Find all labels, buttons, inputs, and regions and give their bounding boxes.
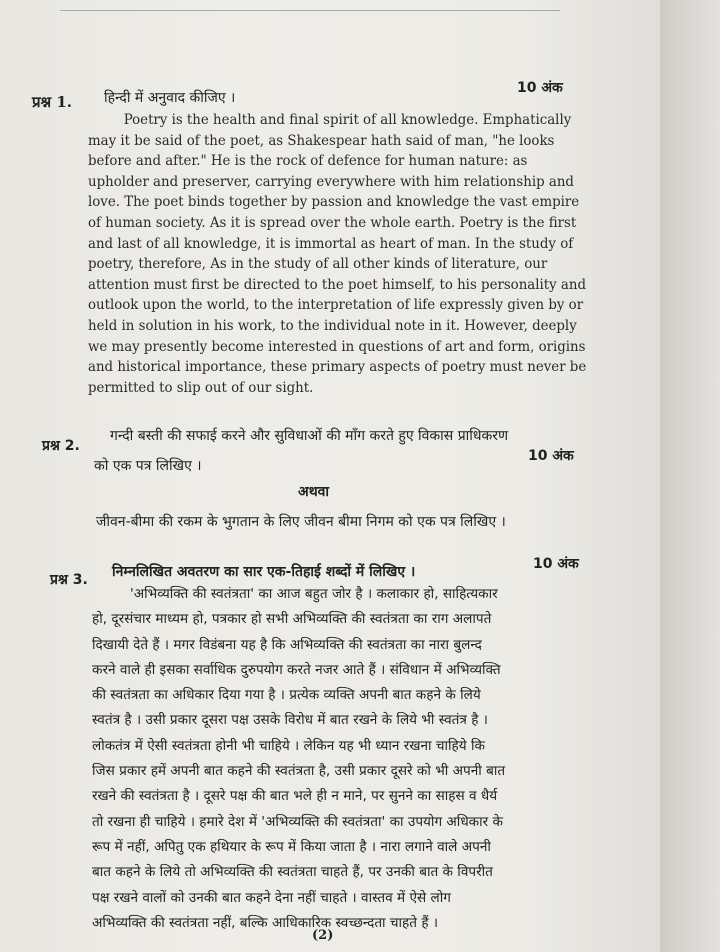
q1-line: before and after." He is the rock of defence for human nature: as bbox=[88, 153, 528, 170]
q1-line: and last of all knowledge, it is immortal as heart of man. In the study of bbox=[88, 235, 574, 252]
q2-alternative: जीवन-बीमा की रकम के भुगतान के लिए जीवन बीमा निगम को एक पत्र लिखिए । bbox=[96, 514, 506, 530]
top-rule bbox=[60, 10, 560, 11]
q3-line: रूप में नहीं, अपितु एक हथियार के रूप में किया जाता है । नारा लगाने वाले अपनी bbox=[92, 838, 491, 855]
q1-line: held in solution in his work, to the individual note in it. However, deeply bbox=[88, 317, 577, 334]
q2-line-1: गन्दी बस्ती की सफाई करने और सुविधाओं की माँग करते हुए विकास प्राधिकरण bbox=[110, 428, 509, 444]
q3-title: निम्नलिखित अवतरण का सार एक-तिहाई शब्दों में लिखिए । bbox=[112, 564, 416, 580]
q3-line: की स्वतंत्रता का अधिकार दिया गया है । प्रत्येक व्यक्ति अपनी बात कहने के लिये bbox=[92, 687, 481, 704]
q3-line: अभिव्यक्ति की स्वतंत्रता नहीं, बल्कि आधिकारिक स्वच्छन्दता चाहते हैं । bbox=[92, 914, 439, 931]
q1-line: permitted to slip out of our sight. bbox=[88, 379, 314, 396]
q3-line: करने वाले ही इसका सर्वाधिक दुरुपयोग करते नजर आते हैं । संविधान में अभिव्यक्ति bbox=[92, 661, 501, 678]
q1-line: upholder and preserver, carrying everywhere with him relationship and bbox=[88, 173, 574, 190]
q1-line: Poetry is the health and final spirit of all knowledge. Emphatically bbox=[123, 112, 572, 128]
q1-title: हिन्दी में अनुवाद कीजिए । bbox=[104, 90, 236, 106]
q1-number: प्रश्न 1. bbox=[32, 93, 73, 111]
q2-line-2: को एक पत्र लिखिए । bbox=[94, 458, 202, 474]
q3-line: 'अभिव्यक्ति की स्वतंत्रता' का आज बहुत जोर है । कलाकार हो, साहित्यकार bbox=[130, 586, 498, 602]
q1-passage bbox=[88, 110, 587, 398]
q1-line: and historical importance, these primary aspects of poetry must never be bbox=[88, 359, 587, 376]
q3-line: हो, दूरसंचार माध्यम हो, पत्रकार हो सभी अभिव्यक्ति की स्वतंत्रता का राग अलापते bbox=[92, 611, 492, 628]
background-strip bbox=[660, 0, 720, 952]
q2-number: प्रश्न 2. bbox=[42, 438, 80, 454]
q1-line: attention must first be directed to the poet himself, to his personality and bbox=[88, 276, 586, 293]
q3-line: पक्ष रखने वालों को उनकी बात कहने देना नहीं चाहते । वास्तव में ऐसे लोग bbox=[92, 889, 451, 906]
q1-line: outlook upon the world, to the interpretation of life expressly given by or bbox=[88, 297, 584, 314]
q3-line: तो रखना ही चाहिये । हमारे देश में 'अभिव्यक्ति की स्वतंत्रता' का उपयोग अधिकार के bbox=[92, 813, 503, 830]
q3-line: बात कहने के लिये तो अभिव्यक्ति की स्वतंत्रता चाहते हैं, पर उनकी बात के विपरीत bbox=[92, 864, 493, 881]
q1-line: we may presently become interested in questions of art and form, origins bbox=[88, 338, 586, 355]
q3-passage bbox=[92, 582, 552, 936]
q2-marks: 10 अंक bbox=[528, 448, 574, 464]
q1-line: may it be said of the poet, as Shakespear hath said of man, "he looks bbox=[88, 132, 555, 149]
q1-line: poetry, therefore, As in the study of all other kinds of literature, our bbox=[88, 256, 548, 273]
q1-line: of human society. As it is spread over the whole earth. Poetry is the first bbox=[88, 214, 577, 231]
q1-marks: 10 अंक bbox=[517, 80, 563, 96]
q3-line: लोकतंत्र में ऐसी स्वतंत्रता होनी भी चाहिये । लेकिन यह भी ध्यान रखना चाहिये कि bbox=[92, 737, 485, 754]
q3-number: प्रश्न 3. bbox=[50, 572, 88, 588]
q3-line: स्वतंत्र है । उसी प्रकार दूसरा पक्ष उसके विरोध में बात रखने के लिये भी स्वतंत्र है । bbox=[92, 712, 488, 729]
or-label: अथवा bbox=[298, 484, 330, 500]
q3-line: दिखायी देते हैं । मगर विडंबना यह है कि अभिव्यक्ति की स्वतंत्रता का नारा बुलन्द bbox=[92, 636, 482, 653]
q3-line: रखने की स्वतंत्रता है । दूसरे पक्ष की बात भले ही न माने, पर सुनने का साहस व धैर्य bbox=[92, 788, 498, 805]
q3-line: जिस प्रकार हमें अपनी बात कहने की स्वतंत्रता है, उसी प्रकार दूसरे को भी अपनी बात bbox=[92, 763, 506, 780]
page-number: (2) bbox=[312, 928, 334, 943]
q3-marks: 10 अंक bbox=[533, 556, 579, 572]
q1-line: love. The poet binds together by passion and knowledge the vast empire bbox=[88, 194, 580, 211]
